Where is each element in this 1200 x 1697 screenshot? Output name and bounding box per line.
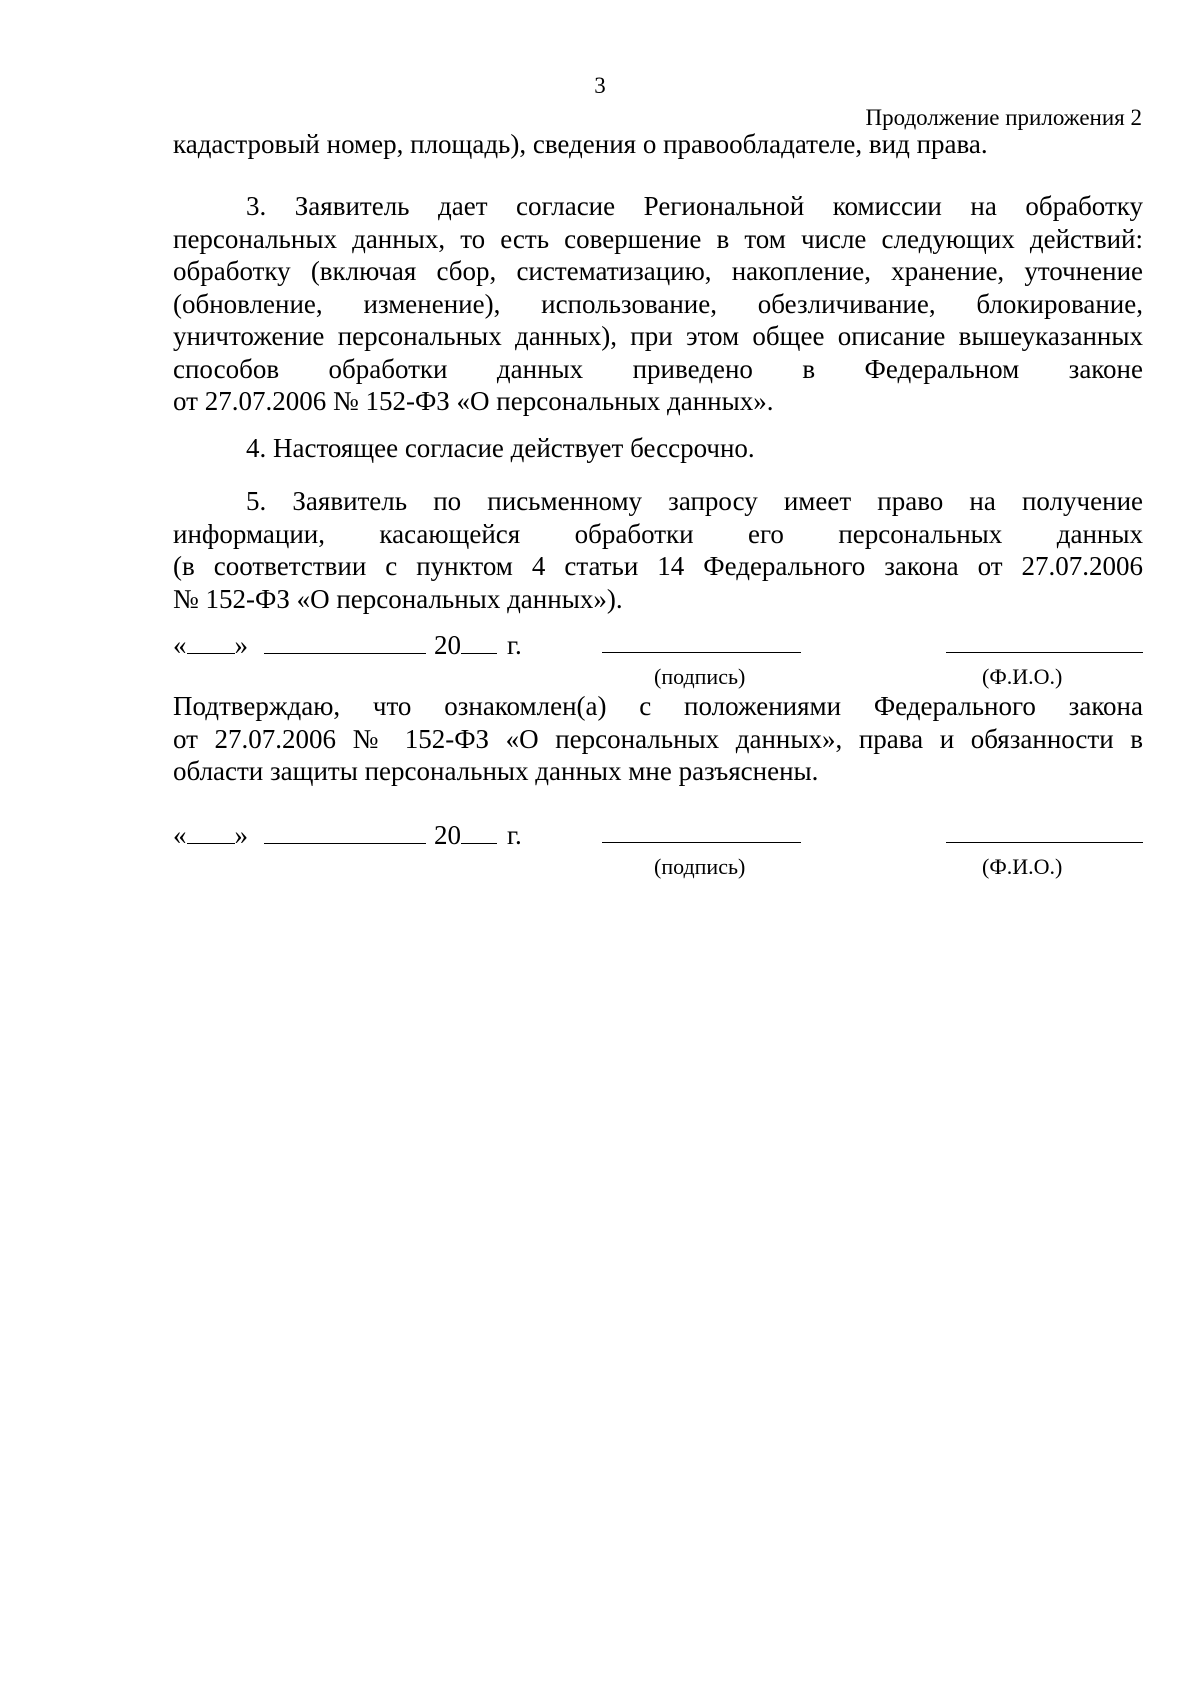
text-line: от 27.07.2006 № 152-ФЗ «О персональных данных».: [173, 386, 774, 416]
text-line: информации, касающейся обработки его персональных данных: [173, 518, 1143, 549]
name-caption: (Ф.И.О.): [982, 854, 1063, 879]
text-line: области защиты персональных данных мне разъяснены.: [173, 756, 819, 786]
name-caption: (Ф.И.О.): [982, 664, 1063, 689]
text-line: уничтожение персональных данных), при этом общее описание вышеуказанных: [173, 321, 1143, 351]
signature-row-2: [173, 818, 1143, 852]
text-line: 3. Заявитель дает согласие Региональной комиссии на обработку: [246, 191, 1143, 221]
date-field: « »: [173, 820, 248, 850]
text-line: обработку (включая сбор, систематизацию, накопление, хранение, уточнение: [173, 256, 1143, 286]
name-line: [946, 652, 1143, 653]
signature-row-1: [173, 628, 1143, 662]
date-field: « »: [173, 630, 248, 660]
year-field: 20 г.: [434, 820, 522, 850]
text-line: 5. Заявитель по письменному запросу имеет право на получение: [246, 486, 1143, 516]
text-line: кадастровый номер, площадь), сведения о правообладателе, вид права.: [173, 129, 988, 159]
name-line: [946, 842, 1143, 843]
paragraph-acknowledgement: [173, 690, 1143, 788]
paragraph-continuation: [173, 128, 1143, 161]
year-field: 20 г.: [434, 630, 522, 660]
month-field: [264, 628, 426, 662]
text-line: способов обработки данных приведено в Федеральном законе: [173, 353, 1143, 384]
text-line: Подтверждаю, что ознакомлен(а) с положениями Федерального закона: [173, 691, 1143, 721]
paragraph-information-right: [173, 485, 1143, 615]
text-line: (обновление, изменение), использование, обезличивание, блокирование,: [173, 288, 1143, 319]
text-line: персональных данных, то есть совершение в том числе следующих действий:: [173, 223, 1143, 254]
paragraph-consent-processing: [173, 190, 1143, 418]
month-field: [264, 818, 426, 852]
text-line: 4. Настоящее согласие действует бессрочно.: [246, 433, 755, 463]
signature-line: [602, 842, 801, 843]
appendix-continuation-header: Продолжение приложения 2: [865, 105, 1142, 130]
text-line: № 152-ФЗ «О персональных данных»).: [173, 583, 623, 614]
page-number: 3: [594, 73, 606, 98]
text-line: от 27.07.2006 № 152-ФЗ «О персональных данных», права и обязанности в: [173, 723, 1143, 754]
text-line: (в соответствии с пунктом 4 статьи 14 Федерального закона от 27.07.2006: [173, 551, 1143, 581]
signature-caption: (подпись): [654, 664, 746, 689]
signature-caption: (подпись): [654, 854, 746, 879]
paragraph-consent-term: [173, 432, 1143, 465]
signature-line: [602, 652, 801, 653]
